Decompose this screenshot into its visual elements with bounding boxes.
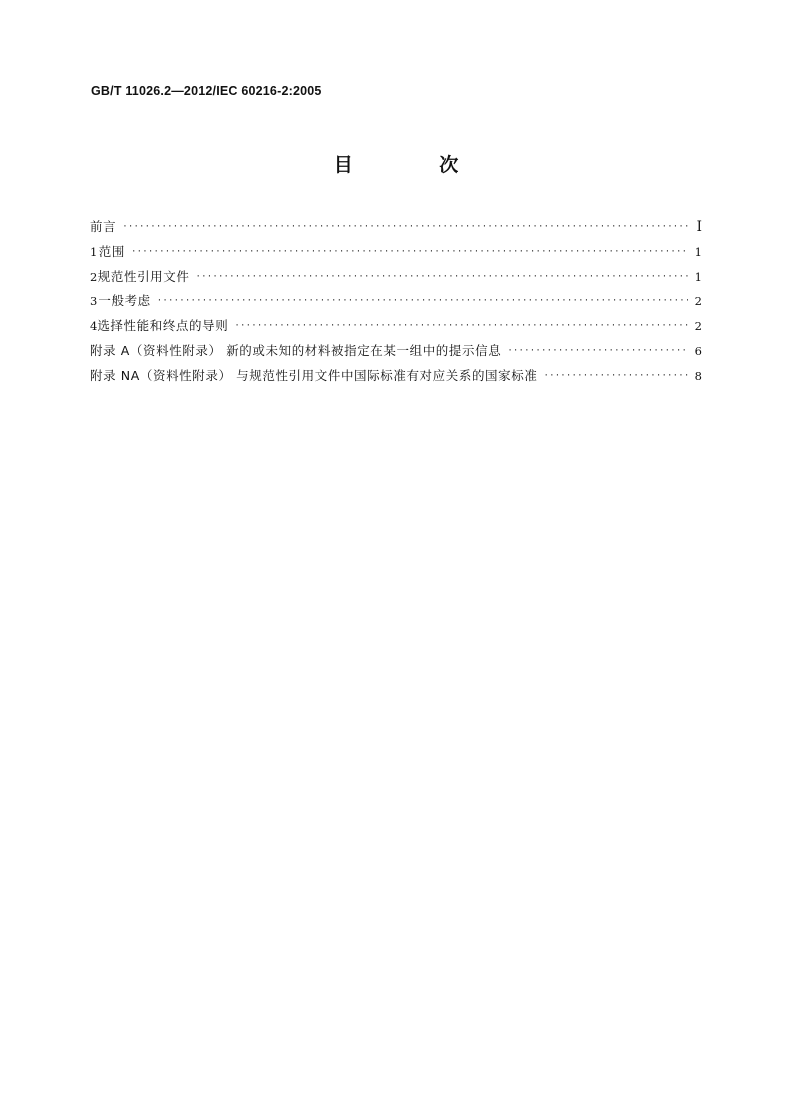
toc-entry-title: 附录 NA（资料性附录） 与规范性引用文件中国际标准有对应关系的国家标准 xyxy=(90,367,538,383)
toc-section-number: 3 xyxy=(90,294,98,309)
toc-entry-title: 前言 xyxy=(90,219,117,234)
toc-page-number: 6 xyxy=(694,343,702,358)
page-title: 目 次 xyxy=(333,154,499,176)
toc-entry-annex-a[interactable] xyxy=(90,339,702,364)
dot-leader xyxy=(122,215,688,240)
toc-entry-general-considerations[interactable] xyxy=(90,289,702,314)
toc-page-number: 1 xyxy=(694,244,702,259)
toc-page-number: 1 xyxy=(694,269,702,284)
toc-entry-guidance[interactable] xyxy=(90,314,702,339)
toc-entry-title: 选择性能和终点的导则 xyxy=(97,318,229,334)
toc-page-number: 2 xyxy=(694,294,702,309)
toc-entry-title: 附录 A（资料性附录） 新的或未知的材料被指定在某一组中的提示信息 xyxy=(90,342,502,358)
toc-entry-title: 一般考虑 xyxy=(98,293,151,309)
toc-entry-title: 范围 xyxy=(98,243,125,259)
toc-page-number: 2 xyxy=(694,319,702,334)
dot-leader xyxy=(507,339,688,364)
toc-entry-title: 规范性引用文件 xyxy=(97,268,190,284)
toc-entry-scope[interactable] xyxy=(90,240,702,265)
toc-page-number: Ⅰ xyxy=(696,219,702,234)
toc-section-number: 4 xyxy=(90,319,98,334)
dot-leader xyxy=(195,265,688,290)
dot-leader xyxy=(157,289,688,314)
standard-number: GB/T 11026.2—2012/IEC 60216-2:2005 xyxy=(91,84,322,98)
toc-page-number: 8 xyxy=(694,368,702,383)
toc-entry-foreword[interactable] xyxy=(90,215,702,240)
toc-entry-normative-references[interactable] xyxy=(90,265,702,290)
dot-leader xyxy=(131,240,688,265)
toc-entry-annex-na[interactable] xyxy=(90,364,702,389)
toc-section-number: 2 xyxy=(90,269,98,284)
table-of-contents xyxy=(90,215,702,389)
dot-leader xyxy=(543,364,688,389)
dot-leader xyxy=(234,314,688,339)
toc-section-number: 1 xyxy=(90,244,98,259)
